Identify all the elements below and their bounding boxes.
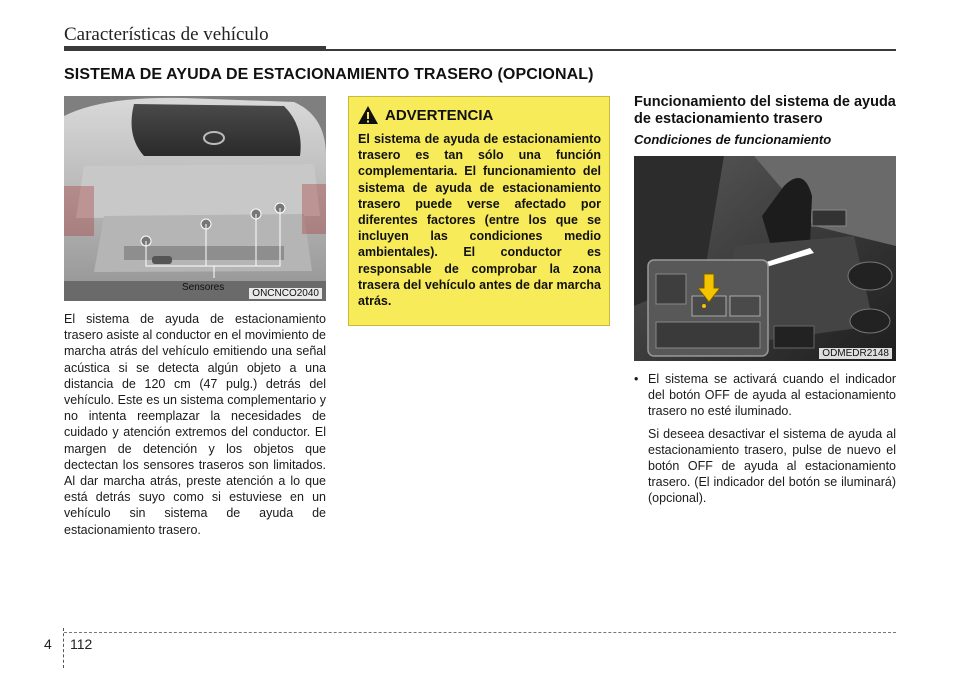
section-title: SISTEMA DE AYUDA DE ESTACIONAMIENTO TRASERO (OPCIONAL) <box>64 66 594 83</box>
header-rule-thin <box>326 49 896 51</box>
sensors-label: Sensores <box>182 282 225 293</box>
rear-sensors-figure <box>64 96 326 301</box>
console-button-figure <box>634 156 896 361</box>
list-item <box>634 371 896 420</box>
page-number: 112 <box>70 636 93 652</box>
running-header-title: Características de vehículo <box>64 24 269 45</box>
left-paragraph: El sistema de ayuda de estacionamiento trasero asiste al conductor en el movimiento de marcha atrás del vehículo emitiendo una señal acústica si se detecta algún objeto a una distancia de 120 cm (47 pulg.) detrás del vehículo. Este es un sistema complementario y no intenta reemplazar la necesidades de cuidado y atención extremos del conductor. El margen de detención y los objetos que dectectan los sensores traseros son limitados. Al dar marcha atrás, preste atención a lo que está detrás suyo como si estuviese en un vehículo sin sistema de ayuda de estacionamiento trasero. <box>64 312 326 537</box>
right-heading: Funcionamiento del sistema de ayuda de estacionamiento trasero <box>634 94 896 127</box>
bullet-marker: • <box>634 372 639 386</box>
bullet-followup-text: Si deseea desactivar el sistema de ayuda al estacionamiento trasero, pulse de nuevo el botón OFF de ayuda al estacionamiento trasero. (El indicador del botón se iluminará) (opcional). <box>648 426 896 506</box>
right-subheading: Condiciones de funcionamiento <box>634 132 832 147</box>
warning-header <box>357 105 493 125</box>
warning-box <box>348 96 610 326</box>
header-rule-thick <box>64 46 326 51</box>
warning-text: El sistema de ayuda de estacionamiento trasero es tan sólo una función complementaria. El funcionamiento del sistema de ayuda de estacionamiento trasero puede verse afectado por diferentes factores (entre los que se incluyen las condiciones medio ambientales). El conductor es responsable de comprobar la zona trasera del vehículo antes de dar marcha atrás. <box>358 132 601 309</box>
chapter-number: 4 <box>44 636 52 652</box>
footer-rule <box>64 632 896 633</box>
figure-code: ODMEDR2148 <box>819 348 892 359</box>
console-illustration <box>634 156 896 361</box>
vehicle-rear-illustration <box>64 96 326 301</box>
figure-code: ONCNCO2040 <box>249 288 322 299</box>
warning-title: ADVERTENCIA <box>385 106 494 124</box>
footer-separator <box>63 628 64 668</box>
bullet-text: El sistema se activará cuando el indicador del botón OFF de ayuda al estacionamiento trasero no esté iluminado. <box>648 372 896 419</box>
operation-bullet-block <box>634 371 896 507</box>
warning-triangle-icon <box>357 105 379 125</box>
